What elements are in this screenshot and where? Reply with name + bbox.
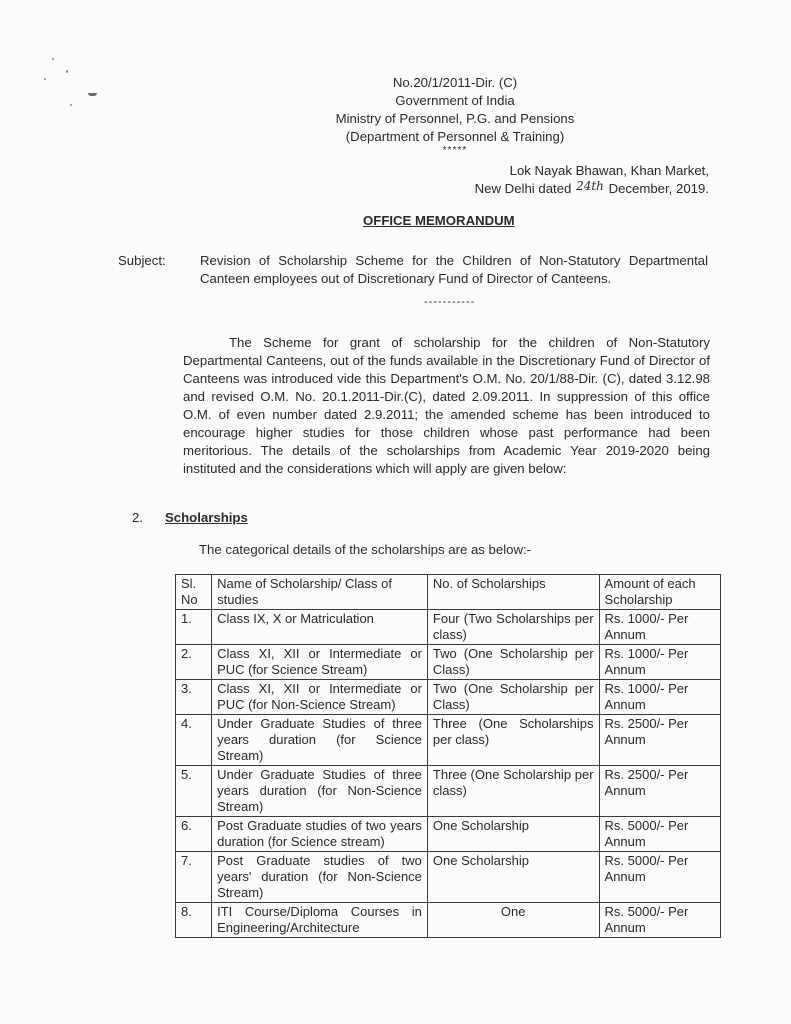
body-paragraph: The Scheme for grant of scholarship for the children of Non-Statutory Departmental Canteens, out of the funds available in the Discretionary Fund of Director of Canteens was introduced vide this Department's O.M. No. 20/1/88-Dir. (C), dated 3.12.98 and revised O.M. No. 20.1.2011-Dir.(C), dated 2.09.2011. In suppression of this office O.M. of even number dated 2.9.2011; the amended scheme has been introduced to encourage higher studies for those children whose past performance had been meritorious. The details of the scholarships from Academic Year 2019-2020 being instituted and the considerations which will apply are given below: [183,335,710,476]
scan-speck [88,93,97,96]
row-amount: Rs. 1000/- Per Annum [599,610,720,645]
row-count: One Scholarship [427,817,599,852]
row-amount: Rs. 5000/- Per Annum [599,903,720,938]
section-intro: The categorical details of the scholarships are as below:- [199,542,532,557]
address-line: Lok Nayak Bhawan, Khan Market, [509,163,709,178]
row-sl: 6. [176,817,212,852]
header-scholarship-name: Name of Scholarship/ Class of studies [212,575,428,610]
handwritten-date-day: 24th [576,179,604,193]
row-sl: 2. [176,645,212,680]
row-sl: 8. [176,903,212,938]
row-sl: 4. [176,715,212,766]
table-header-row [176,575,721,610]
date-line [475,180,709,198]
file-number: No.20/1/2011-Dir. (C) [392,75,518,90]
row-sl: 1. [176,610,212,645]
header-sl-no: Sl. No [176,575,212,610]
table-row [176,715,721,766]
header-amount: Amount of each Scholarship [599,575,720,610]
table-row [176,903,721,938]
row-sl: 5. [176,766,212,817]
table-row [176,852,721,903]
government-name: Government of India [395,93,515,108]
date-suffix: December, 2019. [608,181,709,196]
row-name: Class XI, XII or Intermediate or PUC (for Science Stream) [212,645,428,680]
row-amount: Rs. 2500/- Per Annum [599,766,720,817]
row-count: One [427,903,599,938]
row-sl: 3. [176,680,212,715]
row-amount: Rs. 5000/- Per Annum [599,852,720,903]
scholarship-table [175,574,721,938]
scan-speck [70,104,72,106]
table-row [176,817,721,852]
row-count: Four (Two Scholarships per class) [427,610,599,645]
section-title: Scholarships [165,510,248,525]
row-amount: Rs. 1000/- Per Annum [599,645,720,680]
department-name: (Department of Personnel & Training) [345,129,565,144]
row-name: Post Graduate studies of two years duration (for Science stream) [212,817,428,852]
place-and-date [475,162,709,198]
row-amount: Rs. 5000/- Per Annum [599,817,720,852]
scan-speck [52,58,54,60]
row-name: Under Graduate Studies of three years duration (for Non-Science Stream) [212,766,428,817]
table-row [176,680,721,715]
row-amount: Rs. 1000/- Per Annum [599,680,720,715]
row-count: Two (One Scholarship per Class) [427,680,599,715]
table-row [176,766,721,817]
section-number: 2. [132,510,143,525]
ministry-name: Ministry of Personnel, P.G. and Pensions [335,111,575,126]
row-name: Class IX, X or Matriculation [212,610,428,645]
row-count: Three (One Scholarships per class) [427,715,599,766]
row-count: Three (One Scholarship per class) [427,766,599,817]
table-row [176,645,721,680]
memo-title: OFFICE MEMORANDUM [363,213,515,228]
row-count: One Scholarship [427,852,599,903]
row-name: Post Graduate studies of two years' duration (for Non-Science Stream) [212,852,428,903]
header-count: No. of Scholarships [427,575,599,610]
scan-speck [66,70,68,73]
table-row [176,610,721,645]
letterhead [300,74,610,156]
row-name: ITI Course/Diploma Courses in Engineering/Architecture [212,903,428,938]
scan-speck [44,78,46,80]
row-count: Two (One Scholarship per Class) [427,645,599,680]
row-amount: Rs. 2500/- Per Annum [599,715,720,766]
row-sl: 7. [176,852,212,903]
row-name: Class XI, XII or Intermediate or PUC (for Non-Science Stream) [212,680,428,715]
row-name: Under Graduate Studies of three years duration (for Science Stream) [212,715,428,766]
subject-label: Subject: [118,253,166,268]
header-stars: ***** [442,145,468,156]
date-prefix: New Delhi dated [474,181,572,196]
separator-dashes: ----------- [424,296,476,308]
subject-text: Revision of Scholarship Scheme for the Children of Non-Statutory Departmental Canteen employees out of Discretionary Fund of Director of Canteens. [200,253,708,286]
